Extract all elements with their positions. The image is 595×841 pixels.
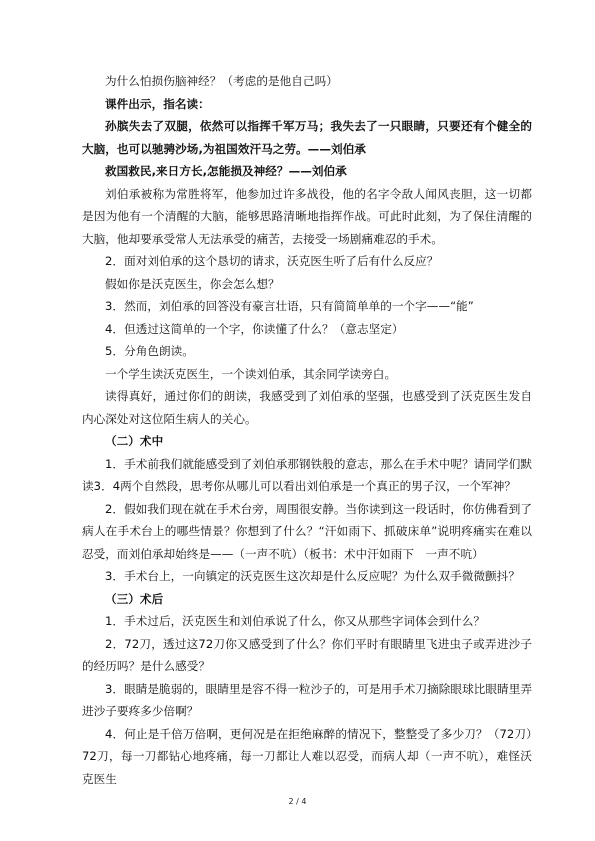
paragraph-item-2: 2．面对刘伯承的这个恳切的请求，沃克医生听了后有什么反应？ [105,254,439,268]
paragraph-during-2: 2．假如我们现在就在手术台旁，周围很安静。当你读到这一段话时，你仿佛看到了病人在手术台上的哪些情景？你想到了什么？“汗如雨下、抓破床单”说明疼痛实在难以忍受，而刘伯承却始终是——（一声不吭）（板书：术中汗如雨下 一声不吭） [82,501,532,561]
paragraph-reading-feedback: 读得真好，通过你们的朗读，我感受到了刘伯承的坚强，也感受到了沃克医生发自内心深处对这位陌生病人的关心。 [82,389,532,426]
paragraph-intro: 刘伯承被称为常胜将军，他参加过许多战役，他的名字令敌人闻风丧胆，这一切都是因为他有一个清醒的大脑，能够思路清晰地指挥作战。可此时此刻，为了保住清醒的大脑，他却要承受常人无法承受的痛苦，去接受一场剧痛难忍的手术。 [82,186,532,246]
paragraph-after-2: 2．72刀，透过这72刀你又感受到了什么？你们平时有眼睛里飞进虫子或弄进沙子的经历吗？是什么感受？ [82,636,532,673]
quote-liu-bocheng-1: 孙膑失去了双腿，依然可以指挥千军万马；我失去了一只眼睛，只要还有个健全的大脑，也可以驰骋沙场,为祖国效汗马之劳。——刘伯承 [82,119,532,156]
section-heading-during-surgery: （二）术中 [105,434,164,448]
paragraph-item-5: 5．分角色朗读。 [105,344,194,358]
paragraph-after-1: 1．手术过后，沃克医生和刘伯承说了什么，你又从那些字词体会到什么？ [105,614,486,628]
paragraph-roles: 一个学生读沃克医生，一个读刘伯承，其余同学读旁白。 [105,366,397,381]
paragraph-during-3: 3．手术台上，一向镇定的沃克医生这次却是什么反应呢？为什么双手微微颤抖？ [105,569,520,583]
quote-liu-bocheng-2: 救国救民,来日方长,怎能损及神经？——刘伯承 [105,164,347,178]
paragraph-question: 为什么怕损伤脑神经？（考虑的是他自己吗） [105,74,338,88]
paragraph-imagine: 假如你是沃克医生，你会怎么想？ [105,276,280,291]
paragraph-after-4: 4．何止是千倍万倍啊，更何况是在拒绝麻醉的情况下，整整受了多少刀？（72刀）72刀，每一刀都钻心地疼痛，每一刀都让人难以忍受，而病人却（一声不吭），难怪沃克医生 [82,726,532,786]
paragraph-item-3: 3．然而，刘伯承的回答没有豪言壮语，只有简简单单的一个字——“能” [105,299,474,313]
section-heading-after-surgery: （三）术后 [105,591,164,606]
paragraph-after-3: 3．眼睛是脆弱的，眼睛里是容不得一粒沙子的，可是用手术刀摘除眼球比眼睛里弄进沙子要疼多少倍啊？ [82,681,532,718]
page-number: 2 / 4 [288,797,307,806]
document-body [82,70,532,790]
paragraph-courseware-label: 课件出示，指名读： [105,96,210,111]
paragraph-item-4: 4．但透过这简单的一个字，你读懂了什么？（意志坚定） [105,321,404,336]
paragraph-during-1: 1．手术前我们就能感受到了刘伯承那钢铁般的意志，那么在手术中呢？请同学们默读3．4两个自然段，思考你从哪儿可以看出刘伯承是一个真正的男子汉，一个军神？ [82,456,532,493]
